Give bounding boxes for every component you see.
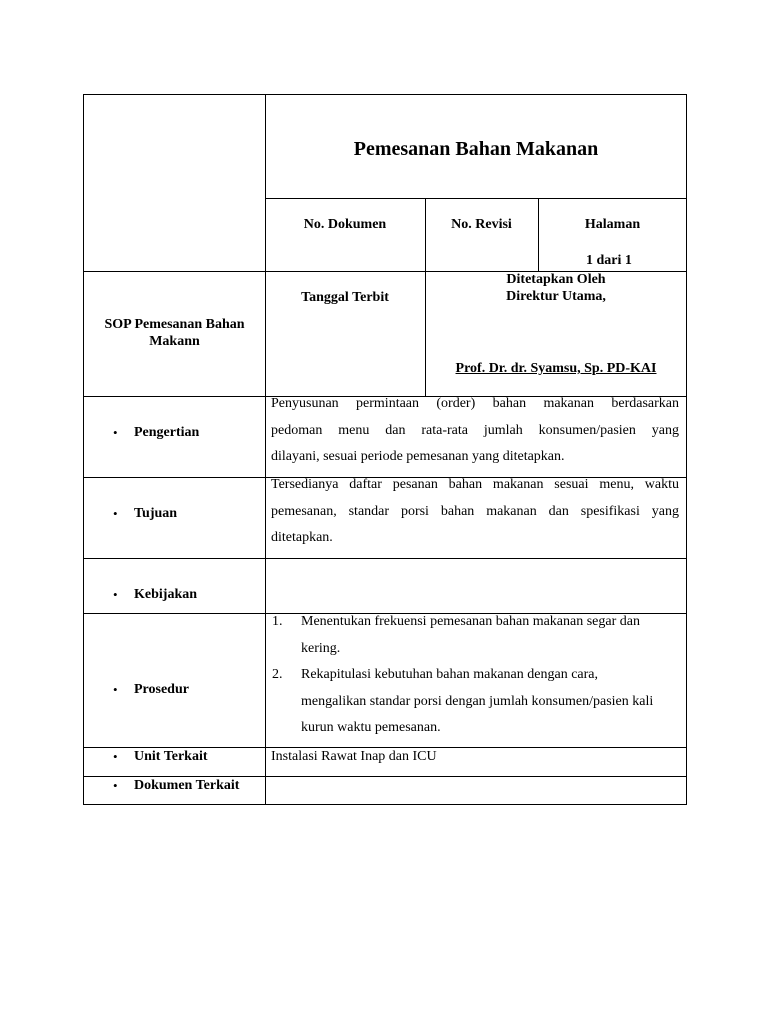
bullet-icon: •	[113, 587, 118, 602]
grid-line	[538, 198, 539, 271]
grid-line	[265, 95, 266, 805]
tujuan-line: pemesanan, standar porsi bahan makanan dan spesifikasi yang	[271, 503, 679, 519]
bullet-icon: •	[113, 749, 118, 764]
prosedur-step	[272, 662, 682, 742]
bullet-icon: •	[113, 682, 118, 697]
tujuan-line: ditetapkan.	[271, 530, 333, 545]
step-number: 2.	[272, 667, 283, 682]
label-pengertian: Pengertian	[134, 425, 200, 440]
pengertian-line: Penyusunan permintaan (order) bahan makanan berdasarkan	[271, 396, 679, 411]
no-revisi-label: No. Revisi	[451, 217, 512, 232]
no-dokumen-label: No. Dokumen	[303, 217, 387, 232]
direktur-label: Direktur Utama,	[506, 289, 606, 304]
grid-line	[265, 198, 687, 199]
sop-title-line2: Makann	[149, 334, 200, 349]
pengertian-line: dilayani, sesuai periode pemesanan yang ditetapkan.	[271, 449, 565, 464]
step-number: 1.	[272, 614, 283, 629]
grid-line	[84, 558, 687, 559]
tujuan-line: Tersedianya daftar pesanan bahan makanan sesuai menu, waktu	[271, 477, 679, 492]
step-line: Rekapitulasi kebutuhan bahan makanan dengan cara,	[301, 667, 598, 682]
label-kebijakan: Kebijakan	[134, 587, 198, 602]
halaman-label: Halaman	[584, 217, 641, 232]
sop-title-line1: SOP Pemesanan Bahan	[104, 317, 245, 332]
prosedur-step	[272, 609, 682, 662]
step-line: mengalikan standar porsi dengan jumlah konsumen/pasien kali	[301, 693, 654, 709]
label-unit-terkait: Unit Terkait	[134, 749, 208, 764]
bullet-icon: •	[113, 778, 118, 793]
document-title: Pemesanan Bahan Makanan	[353, 138, 599, 160]
pengertian-text	[271, 391, 679, 471]
signatory-name: Prof. Dr. dr. Syamsu, Sp. PD-KAI	[455, 361, 657, 376]
bullet-icon: •	[113, 425, 118, 440]
label-tujuan: Tujuan	[134, 506, 178, 521]
step-line: kurun waktu pemesanan.	[301, 720, 441, 735]
ditetapkan-label: Ditetapkan Oleh	[506, 272, 606, 287]
halaman-value: 1 dari 1	[586, 253, 632, 268]
label-prosedur: Prosedur	[134, 682, 189, 697]
step-line: kering.	[301, 640, 341, 656]
label-dokumen-terkait: Dokumen Terkait	[134, 778, 240, 793]
tujuan-text	[271, 472, 679, 552]
bullet-icon: •	[113, 506, 118, 521]
step-line: Menentukan frekuensi pemesanan bahan makanan segar dan	[301, 614, 640, 629]
unit-terkait-value: Instalasi Rawat Inap dan ICU	[271, 749, 437, 764]
tanggal-terbit-label: Tanggal Terbit	[301, 290, 389, 305]
pengertian-line: pedoman menu dan rata-rata jumlah konsumen/pasien yang	[271, 422, 679, 438]
